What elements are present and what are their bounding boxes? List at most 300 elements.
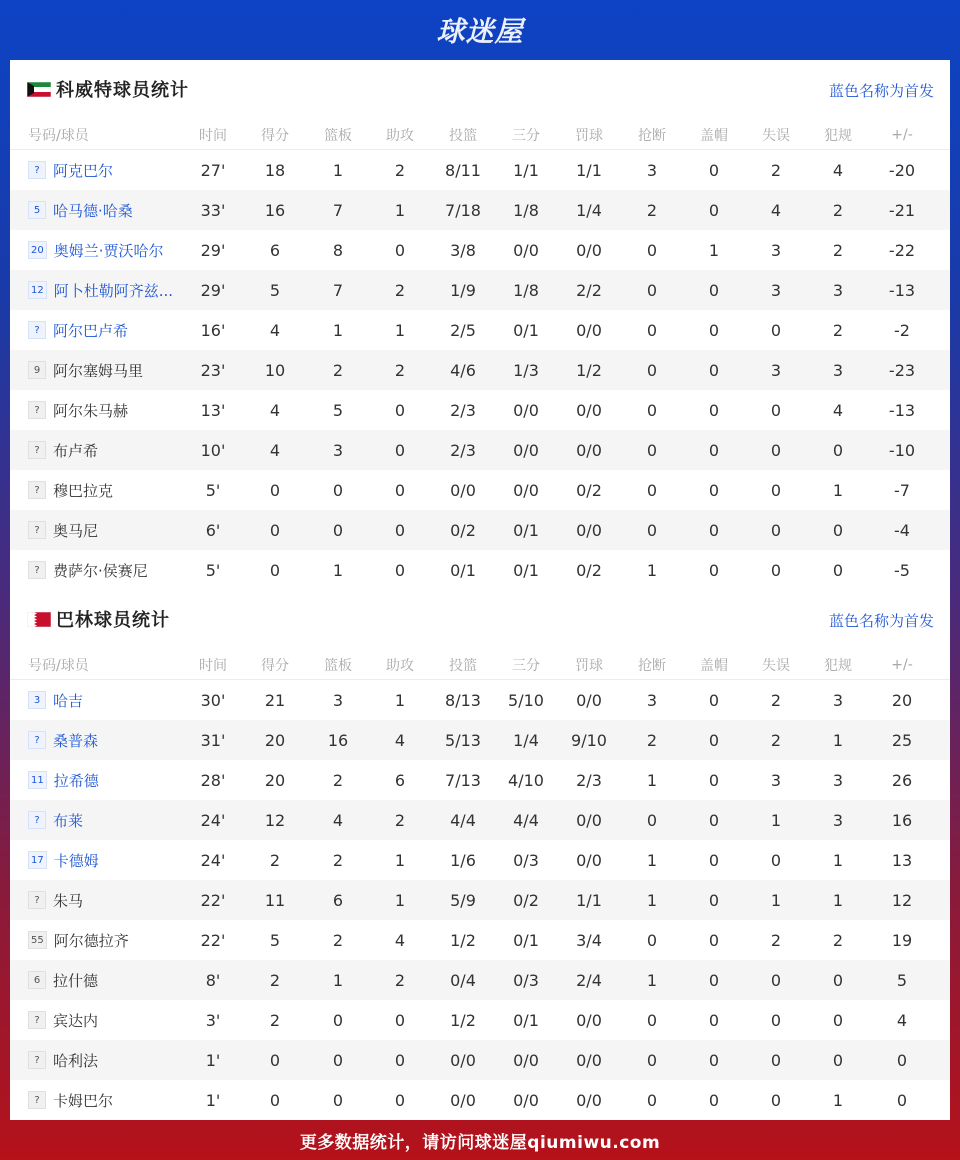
stats-card xyxy=(10,60,950,1120)
stat-ft: 3/4 xyxy=(576,930,602,950)
stat-points: 20 xyxy=(264,770,286,790)
stat-fg: 3/8 xyxy=(450,240,476,260)
stat-fg: 0/4 xyxy=(450,970,476,990)
stat-time: 1' xyxy=(205,1090,221,1110)
stat-time: 8' xyxy=(205,970,221,990)
stat-points: 2 xyxy=(269,850,281,870)
stat-steals: 0 xyxy=(646,1050,658,1070)
jersey-number-badge: ? xyxy=(28,811,46,829)
table-row[interactable] xyxy=(10,960,950,1000)
stat-assists: 0 xyxy=(394,240,406,260)
stat-steals: 0 xyxy=(646,480,658,500)
stat-time: 24' xyxy=(200,850,226,870)
header-col-rebounds: 篮板 xyxy=(324,127,352,144)
stat-plusminus: 0 xyxy=(896,1050,908,1070)
stat-fg: 8/11 xyxy=(445,160,481,180)
stat-plusminus: -22 xyxy=(888,240,916,260)
stat-turnovers: 2 xyxy=(770,730,782,750)
stat-ft: 1/4 xyxy=(576,200,602,220)
stat-turnovers: 2 xyxy=(770,160,782,180)
jersey-number-badge: ? xyxy=(28,561,46,579)
bahrain-flag-icon xyxy=(27,612,51,627)
header-col-ft: 罚球 xyxy=(575,657,603,674)
player-name[interactable]: 哈马德·哈桑 xyxy=(53,201,133,220)
player-name[interactable]: 穆巴拉克 xyxy=(53,481,114,500)
stat-ft: 0/0 xyxy=(576,440,602,460)
footer-banner[interactable]: 更多数据统计，请访问球迷屋qiumiwu.com xyxy=(299,1132,661,1153)
player-cell xyxy=(28,760,198,800)
table-row[interactable] xyxy=(10,230,950,270)
stat-fouls: 3 xyxy=(832,280,844,300)
stat-points: 0 xyxy=(269,480,281,500)
stat-ft: 1/1 xyxy=(576,160,602,180)
stat-blocks: 0 xyxy=(708,360,720,380)
stat-turnovers: 3 xyxy=(770,240,782,260)
stat-steals: 2 xyxy=(646,730,658,750)
table-row[interactable] xyxy=(10,550,950,590)
stat-steals: 1 xyxy=(646,890,658,910)
stat-rebounds: 2 xyxy=(332,360,344,380)
stat-points: 4 xyxy=(269,440,281,460)
stat-3pt: 0/0 xyxy=(513,440,539,460)
jersey-number-badge: 55 xyxy=(28,931,47,949)
stat-turnovers: 3 xyxy=(770,280,782,300)
stat-blocks: 0 xyxy=(708,440,720,460)
stat-3pt: 0/1 xyxy=(513,560,539,580)
stat-rebounds: 0 xyxy=(332,1090,344,1110)
stat-3pt: 0/1 xyxy=(513,930,539,950)
stat-plusminus: 0 xyxy=(896,1090,908,1110)
table-row[interactable] xyxy=(10,840,950,880)
stat-time: 27' xyxy=(200,160,226,180)
stat-turnovers: 2 xyxy=(770,930,782,950)
stat-blocks: 0 xyxy=(708,560,720,580)
stat-3pt: 0/1 xyxy=(513,320,539,340)
stat-fg: 1/9 xyxy=(450,280,476,300)
jersey-number-badge: ? xyxy=(28,401,46,419)
header-col-player: 号码/球员 xyxy=(28,657,89,674)
stat-fouls: 3 xyxy=(832,810,844,830)
player-name[interactable]: 阿克巴尔 xyxy=(53,161,114,180)
player-name[interactable]: 奥姆兰·贾沃哈尔 xyxy=(53,241,164,260)
stat-3pt: 0/2 xyxy=(513,890,539,910)
stat-points: 4 xyxy=(269,400,281,420)
stat-blocks: 0 xyxy=(708,850,720,870)
section-header xyxy=(10,590,950,650)
table-row[interactable] xyxy=(10,510,950,550)
stat-plusminus: -13 xyxy=(888,400,916,420)
stat-assists: 0 xyxy=(394,560,406,580)
stat-fg: 0/2 xyxy=(450,520,476,540)
stat-time: 29' xyxy=(200,240,226,260)
player-cell xyxy=(28,510,198,550)
stat-blocks: 0 xyxy=(708,280,720,300)
table-row[interactable] xyxy=(10,310,950,350)
stat-points: 0 xyxy=(269,1090,281,1110)
stat-time: 28' xyxy=(200,770,226,790)
player-table-body xyxy=(10,150,950,590)
header-col-ft: 罚球 xyxy=(575,127,603,144)
stat-ft: 0/0 xyxy=(576,850,602,870)
player-name[interactable]: 朱马 xyxy=(53,891,84,910)
stat-ft: 0/0 xyxy=(576,1050,602,1070)
stat-3pt: 1/3 xyxy=(513,360,539,380)
header-col-fg: 投篮 xyxy=(449,127,477,144)
stat-assists: 0 xyxy=(394,440,406,460)
stat-assists: 0 xyxy=(394,1010,406,1030)
stat-turnovers: 3 xyxy=(770,360,782,380)
stat-blocks: 0 xyxy=(708,930,720,950)
header-col-assists: 助攻 xyxy=(386,657,414,674)
stat-blocks: 0 xyxy=(708,1090,720,1110)
stat-assists: 2 xyxy=(394,970,406,990)
player-name[interactable]: 哈吉 xyxy=(53,691,84,710)
stat-fouls: 0 xyxy=(832,520,844,540)
table-row[interactable] xyxy=(10,920,950,960)
stat-fouls: 1 xyxy=(832,1090,844,1110)
stat-plusminus: 16 xyxy=(891,810,913,830)
stat-points: 18 xyxy=(264,160,286,180)
stat-turnovers: 0 xyxy=(770,1090,782,1110)
player-name[interactable]: 布莱 xyxy=(53,811,84,830)
table-row[interactable] xyxy=(10,880,950,920)
stat-blocks: 0 xyxy=(708,160,720,180)
stat-turnovers: 0 xyxy=(770,970,782,990)
stat-rebounds: 4 xyxy=(332,810,344,830)
stat-points: 10 xyxy=(264,360,286,380)
stat-ft: 0/0 xyxy=(576,1090,602,1110)
stat-steals: 0 xyxy=(646,1010,658,1030)
player-cell xyxy=(28,310,198,350)
header-col-fouls: 犯规 xyxy=(824,127,852,144)
player-name[interactable]: 拉希德 xyxy=(53,771,99,790)
stat-time: 31' xyxy=(200,730,226,750)
stat-steals: 1 xyxy=(646,770,658,790)
stat-blocks: 0 xyxy=(708,890,720,910)
player-name[interactable]: 卡姆巴尔 xyxy=(53,1091,114,1110)
stat-3pt: 1/1 xyxy=(513,160,539,180)
player-name[interactable]: 阿尔德拉齐 xyxy=(53,931,129,950)
stat-plusminus: 12 xyxy=(891,890,913,910)
stat-3pt: 1/8 xyxy=(513,200,539,220)
header-col-fouls: 犯规 xyxy=(824,657,852,674)
stat-fg: 0/0 xyxy=(450,480,476,500)
stat-rebounds: 0 xyxy=(332,480,344,500)
stat-plusminus: 13 xyxy=(891,850,913,870)
section-header xyxy=(10,60,950,120)
player-cell xyxy=(28,470,198,510)
player-cell xyxy=(28,920,198,960)
stat-fouls: 3 xyxy=(832,360,844,380)
table-row[interactable] xyxy=(10,470,950,510)
player-name[interactable]: 拉什德 xyxy=(53,971,99,990)
jersey-number-badge: ? xyxy=(28,481,46,499)
stat-fouls: 1 xyxy=(832,890,844,910)
stat-plusminus: -23 xyxy=(888,360,916,380)
stat-fouls: 1 xyxy=(832,730,844,750)
header-col-turnovers: 失误 xyxy=(762,657,790,674)
stat-steals: 1 xyxy=(646,560,658,580)
player-cell xyxy=(28,550,198,590)
player-name[interactable]: 阿卜杜勒阿齐兹... xyxy=(53,281,174,300)
stat-plusminus: 19 xyxy=(891,930,913,950)
stat-plusminus: 5 xyxy=(896,970,908,990)
stat-blocks: 0 xyxy=(708,810,720,830)
player-name[interactable]: 桑普森 xyxy=(53,731,99,750)
player-name[interactable]: 奥马尼 xyxy=(53,521,99,540)
stat-rebounds: 6 xyxy=(332,890,344,910)
stat-fouls: 4 xyxy=(832,160,844,180)
stat-ft: 0/0 xyxy=(576,1010,602,1030)
stat-fg: 4/6 xyxy=(450,360,476,380)
stat-fouls: 0 xyxy=(832,440,844,460)
stat-rebounds: 0 xyxy=(332,520,344,540)
stat-assists: 2 xyxy=(394,280,406,300)
stat-fg: 2/3 xyxy=(450,440,476,460)
table-row[interactable] xyxy=(10,800,950,840)
stat-3pt: 5/10 xyxy=(508,690,544,710)
stat-time: 13' xyxy=(200,400,226,420)
header-col-points: 得分 xyxy=(261,657,289,674)
player-cell xyxy=(28,960,198,1000)
stat-3pt: 4/4 xyxy=(513,810,539,830)
header-col-3pt: 三分 xyxy=(512,657,540,674)
team-section-kuwait xyxy=(10,60,950,590)
table-header xyxy=(10,650,950,680)
stat-ft: 1/2 xyxy=(576,360,602,380)
stat-points: 6 xyxy=(269,240,281,260)
stat-3pt: 1/4 xyxy=(513,730,539,750)
stat-steals: 3 xyxy=(646,690,658,710)
header-col-plusminus: +/- xyxy=(891,656,913,673)
player-cell xyxy=(28,1000,198,1040)
stat-ft: 0/0 xyxy=(576,520,602,540)
player-cell xyxy=(28,720,198,760)
player-cell xyxy=(28,230,198,270)
player-name[interactable]: 阿尔塞姆马里 xyxy=(53,361,144,380)
jersey-number-badge: ? xyxy=(28,521,46,539)
jersey-number-badge: ? xyxy=(28,441,46,459)
player-cell xyxy=(28,190,198,230)
table-row[interactable] xyxy=(10,1040,950,1080)
stat-turnovers: 1 xyxy=(770,810,782,830)
stat-time: 1' xyxy=(205,1050,221,1070)
table-row[interactable] xyxy=(10,680,950,720)
stat-fg: 1/2 xyxy=(450,1010,476,1030)
stat-assists: 0 xyxy=(394,480,406,500)
stat-turnovers: 0 xyxy=(770,1010,782,1030)
starter-legend: 蓝色名称为首发 xyxy=(828,612,934,630)
stat-3pt: 0/1 xyxy=(513,1010,539,1030)
stat-blocks: 0 xyxy=(708,1050,720,1070)
stat-rebounds: 16 xyxy=(327,730,349,750)
stat-ft: 2/4 xyxy=(576,970,602,990)
header-col-3pt: 三分 xyxy=(512,127,540,144)
stat-ft: 0/0 xyxy=(576,690,602,710)
stat-blocks: 0 xyxy=(708,480,720,500)
stat-fouls: 1 xyxy=(832,850,844,870)
stat-turnovers: 4 xyxy=(770,200,782,220)
stat-ft: 0/0 xyxy=(576,240,602,260)
stat-3pt: 0/0 xyxy=(513,1050,539,1070)
stat-rebounds: 2 xyxy=(332,930,344,950)
player-name[interactable]: 阿尔朱马赫 xyxy=(53,401,129,420)
player-name[interactable]: 布卢希 xyxy=(53,441,99,460)
stat-steals: 0 xyxy=(646,1090,658,1110)
player-cell xyxy=(28,800,198,840)
header-col-time: 时间 xyxy=(199,127,227,144)
player-cell xyxy=(28,350,198,390)
top-bar xyxy=(0,0,960,60)
site-logo: 球迷屋 xyxy=(436,15,524,48)
player-cell xyxy=(28,270,198,310)
stat-points: 4 xyxy=(269,320,281,340)
stat-3pt: 4/10 xyxy=(508,770,544,790)
stat-3pt: 0/0 xyxy=(513,240,539,260)
jersey-number-badge: 3 xyxy=(28,691,46,709)
table-row[interactable] xyxy=(10,350,950,390)
stat-points: 2 xyxy=(269,970,281,990)
stat-time: 3' xyxy=(205,1010,221,1030)
stat-blocks: 0 xyxy=(708,520,720,540)
stat-fouls: 1 xyxy=(832,480,844,500)
stat-rebounds: 2 xyxy=(332,770,344,790)
jersey-number-badge: ? xyxy=(28,1051,46,1069)
section-title: 巴林球员统计 xyxy=(56,610,170,631)
stat-ft: 1/1 xyxy=(576,890,602,910)
stat-fouls: 4 xyxy=(832,400,844,420)
stat-fg: 2/3 xyxy=(450,400,476,420)
stat-fouls: 0 xyxy=(832,970,844,990)
player-name[interactable]: 卡德姆 xyxy=(53,851,99,870)
kuwait-flag-icon xyxy=(27,82,51,97)
stat-rebounds: 5 xyxy=(332,400,344,420)
stat-rebounds: 1 xyxy=(332,320,344,340)
stat-3pt: 0/0 xyxy=(513,480,539,500)
jersey-number-badge: 17 xyxy=(28,851,47,869)
stat-ft: 0/0 xyxy=(576,400,602,420)
section-title: 科威特球员统计 xyxy=(56,80,189,101)
stat-rebounds: 1 xyxy=(332,970,344,990)
table-row[interactable] xyxy=(10,760,950,800)
table-row[interactable] xyxy=(10,720,950,760)
table-row[interactable] xyxy=(10,270,950,310)
stat-rebounds: 0 xyxy=(332,1050,344,1070)
stat-turnovers: 0 xyxy=(770,440,782,460)
stat-fouls: 0 xyxy=(832,1010,844,1030)
table-row[interactable] xyxy=(10,1000,950,1040)
stat-steals: 3 xyxy=(646,160,658,180)
stat-ft: 9/10 xyxy=(571,730,607,750)
player-name[interactable]: 费萨尔·侯赛尼 xyxy=(53,561,148,580)
table-row[interactable] xyxy=(10,1080,950,1120)
stat-turnovers: 0 xyxy=(770,520,782,540)
player-cell xyxy=(28,390,198,430)
header-col-assists: 助攻 xyxy=(386,127,414,144)
stat-time: 23' xyxy=(200,360,226,380)
stat-steals: 0 xyxy=(646,320,658,340)
stat-turnovers: 0 xyxy=(770,400,782,420)
table-row[interactable] xyxy=(10,430,950,470)
stat-assists: 4 xyxy=(394,730,406,750)
jersey-number-badge: 9 xyxy=(28,361,46,379)
stat-points: 2 xyxy=(269,1010,281,1030)
stat-fouls: 0 xyxy=(832,560,844,580)
stat-time: 16' xyxy=(200,320,226,340)
stat-fouls: 2 xyxy=(832,930,844,950)
stat-fg: 5/9 xyxy=(450,890,476,910)
stat-blocks: 1 xyxy=(708,240,720,260)
stat-assists: 2 xyxy=(394,160,406,180)
stat-rebounds: 3 xyxy=(332,690,344,710)
stat-turnovers: 1 xyxy=(770,890,782,910)
stat-assists: 1 xyxy=(394,850,406,870)
stat-turnovers: 0 xyxy=(770,1050,782,1070)
stat-fg: 0/0 xyxy=(450,1090,476,1110)
stat-rebounds: 1 xyxy=(332,560,344,580)
stat-time: 33' xyxy=(200,200,226,220)
stat-turnovers: 3 xyxy=(770,770,782,790)
table-row[interactable] xyxy=(10,150,950,190)
stat-rebounds: 7 xyxy=(332,200,344,220)
header-col-steals: 抢断 xyxy=(638,127,666,144)
stat-blocks: 0 xyxy=(708,200,720,220)
table-row[interactable] xyxy=(10,190,950,230)
stat-fg: 0/0 xyxy=(450,1050,476,1070)
jersey-number-badge: ? xyxy=(28,161,46,179)
jersey-number-badge: ? xyxy=(28,1091,46,1109)
stat-assists: 2 xyxy=(394,810,406,830)
player-name[interactable]: 阿尔巴卢希 xyxy=(53,321,129,340)
stat-points: 20 xyxy=(264,730,286,750)
header-col-blocks: 盖帽 xyxy=(700,127,728,144)
header-col-plusminus: +/- xyxy=(891,126,913,143)
stat-plusminus: 4 xyxy=(896,1010,908,1030)
player-cell xyxy=(28,150,198,190)
stat-rebounds: 2 xyxy=(332,850,344,870)
stat-plusminus: -21 xyxy=(888,200,916,220)
player-cell xyxy=(28,430,198,470)
stat-rebounds: 0 xyxy=(332,1010,344,1030)
stat-fg: 8/13 xyxy=(445,690,481,710)
jersey-number-badge: ? xyxy=(28,731,46,749)
player-name[interactable]: 哈利法 xyxy=(53,1051,99,1070)
stat-time: 22' xyxy=(200,890,226,910)
stat-rebounds: 3 xyxy=(332,440,344,460)
stat-plusminus: -4 xyxy=(894,520,910,540)
stat-blocks: 0 xyxy=(708,730,720,750)
stat-plusminus: -2 xyxy=(894,320,910,340)
table-row[interactable] xyxy=(10,390,950,430)
player-name[interactable]: 宾达内 xyxy=(53,1011,99,1030)
jersey-number-badge: 11 xyxy=(28,771,47,789)
stat-steals: 0 xyxy=(646,280,658,300)
stat-steals: 0 xyxy=(646,360,658,380)
stat-assists: 1 xyxy=(394,320,406,340)
header-col-blocks: 盖帽 xyxy=(700,657,728,674)
stat-fouls: 3 xyxy=(832,770,844,790)
stat-fouls: 2 xyxy=(832,240,844,260)
header-col-turnovers: 失误 xyxy=(762,127,790,144)
stat-ft: 2/2 xyxy=(576,280,602,300)
player-cell xyxy=(28,680,198,720)
stat-ft: 2/3 xyxy=(576,770,602,790)
header-col-fg: 投篮 xyxy=(449,657,477,674)
stat-fouls: 0 xyxy=(832,1050,844,1070)
stat-fg: 1/6 xyxy=(450,850,476,870)
stat-time: 22' xyxy=(200,930,226,950)
stat-plusminus: -20 xyxy=(888,160,916,180)
